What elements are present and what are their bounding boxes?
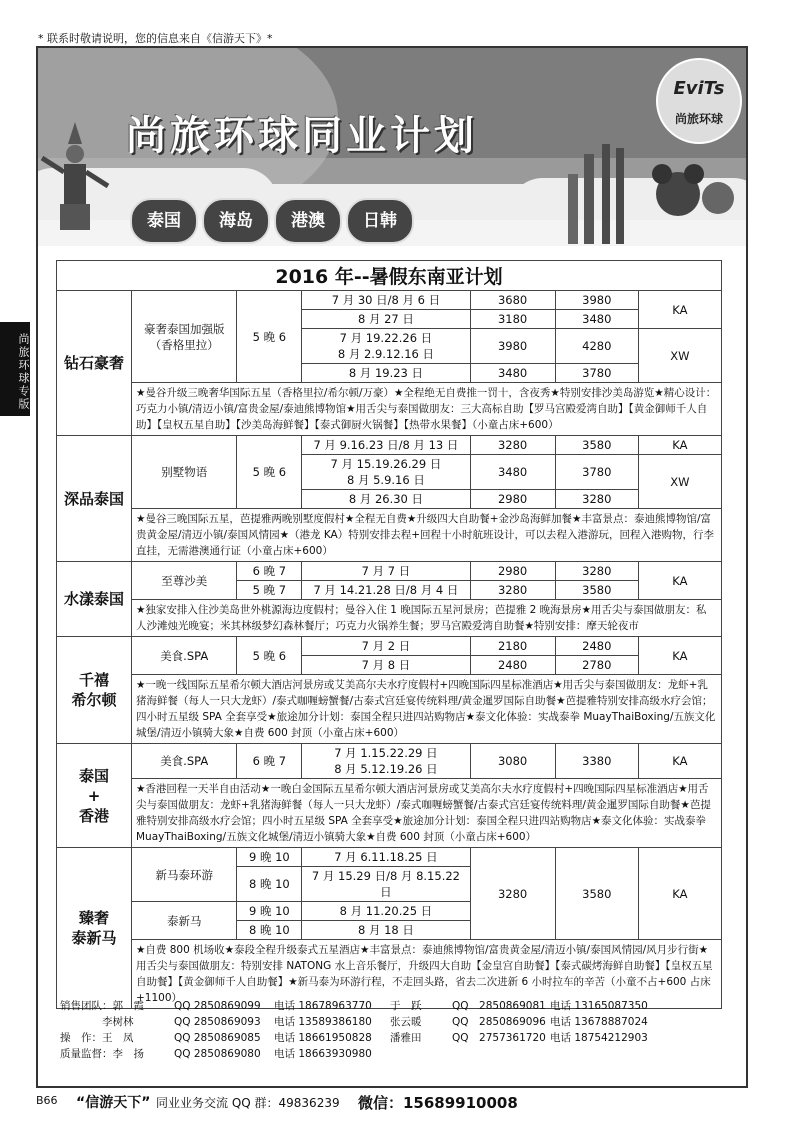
price-adult: 3180 [470, 310, 555, 329]
product-name: 别墅物语 [132, 436, 237, 509]
contact-name: 操 作：王 凤 [60, 1032, 134, 1044]
contact-row [60, 1014, 730, 1030]
contact-name: 于 跃 [390, 1000, 422, 1012]
contact-phone: 电话 18678963770 [274, 1000, 372, 1012]
airline: KA [638, 436, 721, 455]
page-number: B66 [36, 1094, 58, 1107]
departure-dates: 8 月 11.20.25 日 [302, 902, 470, 921]
banner-title: 尚旅环球同业计划 [126, 113, 478, 159]
product-name: 至尊沙美 [132, 562, 237, 600]
contact-phone: 电话 13165087350 [550, 1000, 648, 1012]
dancer-figure-icon [40, 122, 110, 232]
contact-qq: QQ 2757361720 [452, 1032, 546, 1044]
notice-text: * 联系时敬请说明，您的信息来自《信游天下》* [38, 32, 273, 45]
logo-name: 尚旅环球 [674, 112, 723, 126]
airline: XW [638, 329, 721, 383]
duration: 5 晚 6 [237, 637, 302, 675]
contacts-block [60, 998, 730, 1062]
contact-name: 李树林 [102, 1016, 134, 1028]
table-title: 2016 年--暑假东南亚计划 [57, 261, 722, 291]
section-name: 深品泰国 [57, 436, 132, 562]
departure-dates: 7 月 8 日 [302, 656, 470, 675]
airline: KA [638, 744, 721, 779]
skyline-icon [558, 134, 738, 244]
footer-qq-group: 同业业务交流 QQ 群：49836239 [156, 1096, 340, 1110]
contact-row [60, 1030, 730, 1046]
departure-dates: 8 月 27 日 [302, 310, 470, 329]
price-alt: 3580 [555, 581, 638, 600]
section-name: 水漾泰国 [57, 562, 132, 637]
section-name: 千禧 希尔顿 [57, 637, 132, 744]
price-alt: 2480 [555, 637, 638, 656]
price-alt: 3780 [555, 364, 638, 383]
product-name: 泰新马 [132, 902, 237, 940]
price-alt: 3580 [555, 848, 638, 940]
price-adult: 2980 [470, 562, 555, 581]
departure-dates: 7 月 15.19.26.29 日 8 月 5.9.16 日 [302, 455, 470, 490]
product-name: 美食.SPA [132, 744, 237, 779]
contact-qq: QQ 2850869081 [452, 1000, 546, 1012]
duration: 9 晚 10 [237, 848, 302, 867]
product-name: 美食.SPA [132, 637, 237, 675]
price-alt: 3380 [555, 744, 638, 779]
departure-dates: 7 月 19.22.26 日 8 月 2.9.12.16 日 [302, 329, 470, 364]
price-adult: 3480 [470, 455, 555, 490]
banner [38, 48, 746, 246]
footer-wechat: 微信：15689910008 [358, 1094, 518, 1112]
price-adult: 3280 [470, 581, 555, 600]
section-notes: ★曼谷升级三晚奢华国际五星（香格里拉/希尔顿/万豪）★全程绝无自费推一罚十，含夜秀★特别安排沙美岛游览★精心设计：巧克力小镇/清迈小镇/富贵金屋/泰迪熊博物馆★用舌尖与泰国做朋友：三大高标自助【罗马宫殿爱湾自助】【黄金御师千人自助】【皇权五星自助】【沙美岛海鲜餐】【泰式御厨火锅餐】【热带水果餐】（小童占床+600） [132, 383, 722, 436]
contact-phone: 电话 18754212903 [550, 1032, 648, 1044]
duration: 6 晚 7 [237, 744, 302, 779]
departure-dates: 7 月 6.11.18.25 日 [302, 848, 470, 867]
departure-dates: 7 月 15.29 日/8 月 8.15.22 日 [302, 867, 470, 902]
price-adult: 3680 [470, 291, 555, 310]
section-notes: ★香港回程一天半自由活动★一晚白金国际五星希尔顿大酒店河景房或艾美高尔夫水疗度假村+四晚国际四星标准酒店★用舌尖与泰国做朋友：龙虾+乳猪海鲜餐（每人一只大龙虾）/泰式咖喱螃蟹餐/古泰式宫廷宴传统料理/黄金暹罗国际自助餐★芭提雅特别安排高级水疗会馆；四小时五星级 SPA 全套享受★旅途加分计划：泰国全程只进四站购物店★泰文化体验：实战泰拳 MuayThaiBoxing/五族文化城堡/清迈小镇骑大象★自费 600 封顶（小童占床+600） [132, 779, 722, 848]
contact-name: 销售团队：郭 霞 [60, 1000, 144, 1012]
product-name: 新马泰环游 [132, 848, 237, 902]
price-adult: 3080 [470, 744, 555, 779]
footer-brand: “信游天下” [76, 1095, 151, 1111]
section-notes: ★自费 800 机场收★泰段全程升级泰式五星酒店★丰富景点：泰迪熊博物馆/富贵黄金屋/清迈小镇/泰国风情园/风月步行街★用舌尖与泰国做朋友：特别安排 NATONG 水上音乐餐厅，升级四大自助【金皇宫自助餐】【泰式碳烤海鲜自助餐】【皇权五星自助餐】【黄金御师千人自助餐】★新马泰为环游行程，不走回头路，省去二次进新 6 小时拉车的辛苦（小童不占+600 占床+1100） [132, 940, 722, 1009]
contact-qq: QQ 2850869099 [174, 1000, 261, 1012]
price-adult: 3980 [470, 329, 555, 364]
section-notes: ★一晚一线国际五星希尔顿大酒店河景房或艾美高尔夫水疗度假村+四晚国际四星标准酒店★用舌尖与泰国做朋友：龙虾+乳猪海鲜餐（每人一只大龙虾）/泰式咖喱螃蟹餐/古泰式宫廷宴传统料理/黄金暹罗国际自助餐★芭提雅特别安排高级水疗会馆；四小时五星级 SPA 全套享受★旅途加分计划：泰国全程只进四站购物店★泰文化体验：实战泰拳 MuayThaiBoxing/五族文化城堡/清迈小镇骑大象★自费 600 封顶（小童占床+600） [132, 675, 722, 744]
contact-phone: 电话 13589386180 [274, 1016, 372, 1028]
airline: KA [638, 291, 721, 329]
price-alt: 3280 [555, 562, 638, 581]
contact-qq: QQ 2850869085 [174, 1032, 261, 1044]
price-alt: 4280 [555, 329, 638, 364]
side-tab: 尚旅环球专版 [0, 322, 30, 416]
airline: XW [638, 455, 721, 509]
pill-hk-macau: 港澳 [274, 198, 342, 244]
departure-dates: 7 月 30 日/8 月 6 日 [302, 291, 470, 310]
contact-name: 潘雅田 [390, 1032, 422, 1044]
product-name: 豪奢泰国加强版（香格里拉） [132, 291, 237, 383]
price-adult: 2180 [470, 637, 555, 656]
price-adult: 3480 [470, 364, 555, 383]
price-adult: 2480 [470, 656, 555, 675]
pill-thailand: 泰国 [130, 198, 198, 244]
contact-phone: 电话 18663930980 [274, 1048, 372, 1060]
brand-logo [656, 58, 742, 144]
footer [36, 1090, 744, 1112]
itinerary-table [56, 260, 722, 1009]
section-name: 钻石豪奢 [57, 291, 132, 436]
contact-row [60, 1046, 730, 1062]
price-adult: 2980 [470, 490, 555, 509]
section-notes: ★曼谷三晚国际五星，芭提雅两晚别墅度假村★全程无自费★升级四大自助餐+金沙岛海鲜加餐★丰富景点：泰迪熊博物馆/富贵黄金屋/清迈小镇/泰国风情园★（港龙 KA）特别安排去程+回程十小时航班设计，可以去程入港游玩，回程入港购物，行李直挂，无需港澳通行证（小童占床+600） [132, 509, 722, 562]
price-alt: 3480 [555, 310, 638, 329]
contact-qq: QQ 2850869093 [174, 1016, 261, 1028]
duration: 5 晚 6 [237, 291, 302, 383]
price-alt: 3780 [555, 455, 638, 490]
price-alt: 3580 [555, 436, 638, 455]
departure-dates: 7 月 2 日 [302, 637, 470, 656]
departure-dates: 7 月 14.21.28 日/8 月 4 日 [302, 581, 470, 600]
duration: 6 晚 7 [237, 562, 302, 581]
pill-japan-korea: 日韩 [346, 198, 414, 244]
price-adult: 3280 [470, 436, 555, 455]
airline: KA [638, 637, 721, 675]
price-alt: 3280 [555, 490, 638, 509]
departure-dates: 7 月 9.16.23 日/8 月 13 日 [302, 436, 470, 455]
contact-qq: QQ 2850869080 [174, 1048, 261, 1060]
contact-name: 张云暖 [390, 1016, 422, 1028]
contact-qq: QQ 2850869096 [452, 1016, 546, 1028]
contact-phone: 电话 13678887024 [550, 1016, 648, 1028]
departure-dates: 7 月 1.15.22.29 日 8 月 5.12.19.26 日 [302, 744, 470, 779]
section-name: 臻奢 泰新马 [57, 848, 132, 1009]
duration: 9 晚 10 [237, 902, 302, 921]
airline: KA [638, 848, 721, 940]
departure-dates: 8 月 18 日 [302, 921, 470, 940]
airline: KA [638, 562, 721, 600]
section-name: 泰国 + 香港 [57, 744, 132, 848]
departure-dates: 7 月 7 日 [302, 562, 470, 581]
section-notes: ★独家安排入住沙美岛世外桃源海边度假村；曼谷入住 1 晚国际五星河景房；芭提雅 2 晚海景房★用舌尖与泰国做朋友：私人沙滩烛光晚宴；米其林级梦幻森林餐厅；巧克力火锅养生餐；罗马宫殿爱湾自助餐★特别安排：摩天轮夜市 [132, 600, 722, 637]
logo-text: EviTs [673, 78, 725, 99]
duration: 8 晚 10 [237, 867, 302, 902]
contact-row [60, 998, 730, 1014]
duration: 5 晚 6 [237, 436, 302, 509]
duration: 8 晚 10 [237, 921, 302, 940]
duration: 5 晚 7 [237, 581, 302, 600]
departure-dates: 8 月 19.23 日 [302, 364, 470, 383]
contact-name: 质量监督：李 扬 [60, 1048, 144, 1060]
price-adult: 3280 [470, 848, 555, 940]
departure-dates: 8 月 26.30 日 [302, 490, 470, 509]
price-alt: 3980 [555, 291, 638, 310]
pill-islands: 海岛 [202, 198, 270, 244]
price-alt: 2780 [555, 656, 638, 675]
contact-phone: 电话 18661950828 [274, 1032, 372, 1044]
